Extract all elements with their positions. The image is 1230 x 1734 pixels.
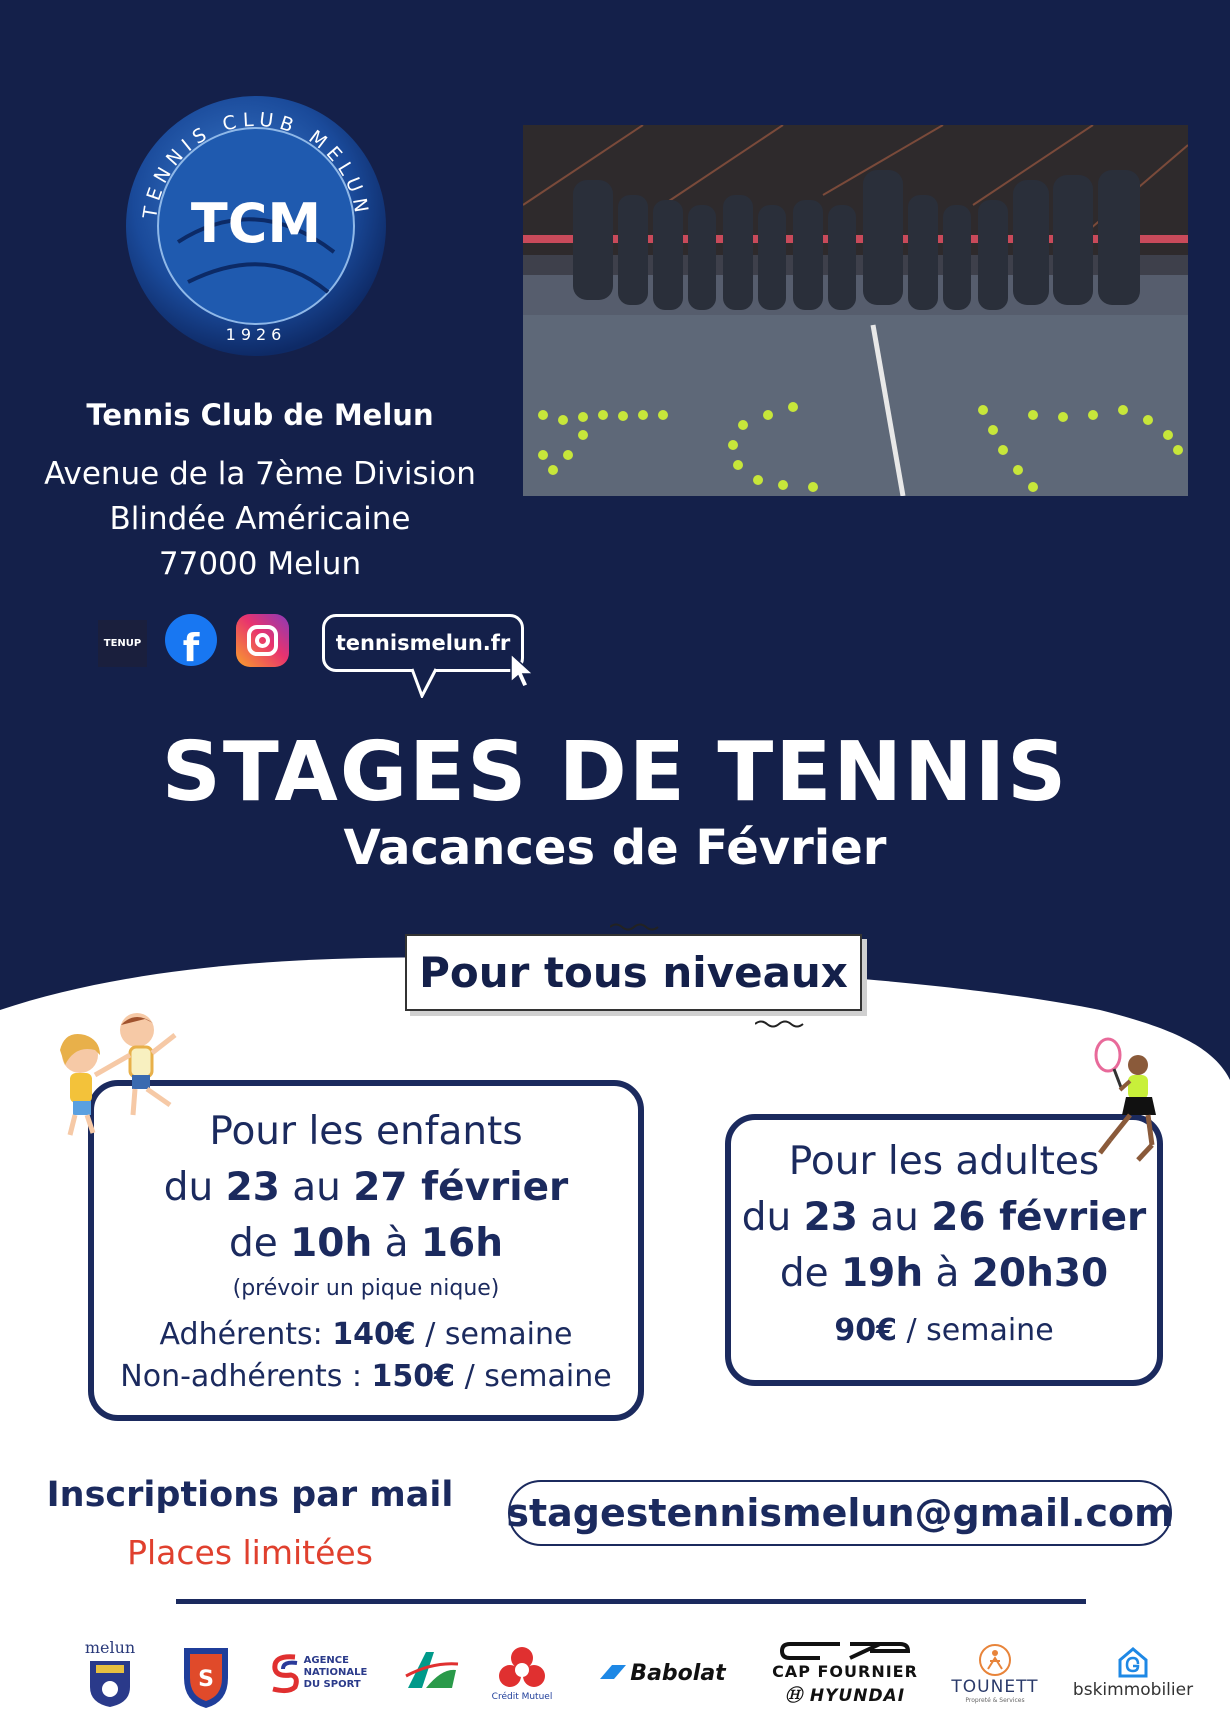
facebook-icon[interactable]	[165, 614, 217, 666]
kids-title: Pour les enfants	[209, 1109, 523, 1154]
kids-price-nonmembers: Non-adhérents : 150€ / semaine	[120, 1359, 612, 1394]
page-title: STAGES DE TENNIS	[161, 725, 1069, 820]
logo-arc-text: TENNIS CLUB MELUN	[139, 108, 374, 220]
sponsor-ans: AGENCE NATIONALE DU SPORT	[263, 1628, 373, 1718]
kids-note: (prévoir un pique nique)	[232, 1276, 500, 1301]
divider	[176, 1599, 1086, 1604]
melun-crest-icon	[88, 1657, 132, 1709]
tenup-label: TENUP	[103, 638, 142, 649]
tounett-logo-icon	[978, 1643, 1012, 1677]
squiggle-decoration	[610, 922, 660, 932]
group-photo	[523, 125, 1188, 496]
speech-bubble-tail	[410, 668, 440, 698]
club-logo	[118, 92, 394, 360]
adults-dates: du 23 au 26 février	[741, 1195, 1147, 1240]
hyundai-logo: Ⓗ HYUNDAI	[784, 1686, 906, 1706]
facebook-glyph: f	[182, 626, 200, 666]
address-line: Avenue de la 7ème Division	[44, 456, 476, 492]
svg-text:S: S	[198, 1667, 214, 1692]
sponsor-shield-icon	[178, 1628, 234, 1718]
sponsor-logos	[60, 1628, 1210, 1718]
credit-agricole-icon	[398, 1628, 462, 1718]
club-address	[30, 452, 490, 587]
sponsor-tounett: TOUNETT Propreté & Services	[945, 1628, 1045, 1718]
sponsor-bsk: bskimmobilier	[1063, 1628, 1203, 1718]
website-link[interactable]: tennismelun.fr	[322, 614, 524, 672]
registration-label: Inscriptions par mail	[46, 1475, 454, 1515]
logo-initials: TCM	[190, 192, 322, 255]
cap-logo-icon	[780, 1640, 910, 1662]
children-illustration	[45, 1005, 195, 1145]
limited-places: Places limitées	[127, 1533, 373, 1572]
bsk-logo-icon	[1116, 1646, 1150, 1680]
address-line: Blindée Américaine	[109, 501, 411, 537]
kids-price-members: Adhérents: 140€ / semaine	[159, 1317, 573, 1352]
adults-price: 90€ / semaine	[834, 1313, 1054, 1348]
tenup-icon[interactable]	[98, 620, 147, 667]
sponsor-credit-mutuel: Crédit Mutuel	[482, 1628, 562, 1718]
ans-logo-icon	[269, 1651, 301, 1695]
registration-email[interactable]: stagestennismelun@gmail.com	[508, 1480, 1172, 1546]
squiggle-decoration	[755, 1019, 805, 1029]
cursor-icon	[508, 652, 538, 690]
kids-dates: du 23 au 27 février	[163, 1165, 569, 1210]
page-subtitle: Vacances de Février	[343, 820, 887, 876]
logo-year: 1926	[225, 325, 287, 344]
instagram-icon[interactable]	[236, 614, 289, 667]
kids-hours: de 10h à 16h	[229, 1221, 503, 1266]
adults-title: Pour les adultes	[788, 1139, 1100, 1184]
sponsor-melun: melun	[80, 1628, 140, 1718]
address-line: 77000 Melun	[158, 546, 362, 582]
level-badge: Pour tous niveaux	[405, 934, 862, 1011]
club-name: Tennis Club de Melun	[86, 398, 434, 432]
tennis-player-illustration	[1090, 1035, 1170, 1170]
sponsor-cap-fournier: CAP FOURNIER Ⓗ HYUNDAI	[770, 1628, 920, 1718]
sponsor-babolat: Babolat	[592, 1628, 732, 1718]
babolat-logo-icon	[598, 1663, 628, 1683]
credit-mutuel-icon	[497, 1644, 547, 1692]
adults-hours: de 19h à 20h30	[779, 1251, 1109, 1296]
